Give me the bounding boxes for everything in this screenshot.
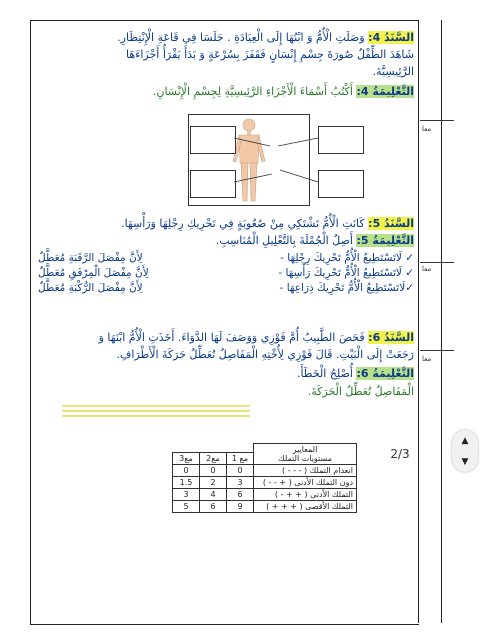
margin-tick [420,350,454,361]
page-nav-control [452,430,478,472]
section-4-text [38,30,414,45]
margin-tick [420,120,454,131]
task-6-text: أُصْلِحُ الْخَطَأَ. [296,367,353,380]
section-4-line1: وَصَلَتِ الْأُمُّ وَ ابْنُهَا إِلَى الْعِيَادَةِ . جَلَسَا فِي قَاعَةِ الْإِنْتِظَارِ. [117,31,365,44]
task-6-tag: التَّعْلِيمَةُ 6: [356,367,414,380]
task-5 [38,233,414,248]
task-6 [38,366,414,381]
table-row: التملك الأقصى ( + + + ) 9 6 5 [173,500,357,512]
matching-row[interactable] [38,266,414,281]
section-6-text [38,330,414,345]
matching-reason: لِأَنَّ مِفْصَلَ الرَّقَبَةِ مُعَطَّلٌ [38,252,143,264]
header-levels: المعايير مستويات التملك [254,444,357,465]
margin-mark: معا [422,125,432,133]
section-4-line2: شَاهَدَ الطِّفْلُ صُورَةَ جِسْمِ إِنْسَانٍ فَقَفَزَ بِسُرْعَةٍ وَ بَدَأَ يَقْرَأُ أَجْزَاءَهَا [126,48,414,61]
matching-sentence: ✓ لَاتَسْتَطِيعُ الْأُمُّ تَحْرِيكَ رِجْلِهَا - [280,252,414,264]
matching-row[interactable] [38,251,414,266]
table-row: التملك الأدنى ( + + - ) 6 4 3 [173,488,357,500]
section-6-line1: فَحَصَ الطَّبِيبُ أُمَّ فَوْزِي وَوَصَفَ لَهَا الدَّوَاءَ. أَخَذَتِ الْأُمُّ ابْنَهَا وَ [98,331,365,344]
task-4 [38,84,414,99]
section-5-text [38,216,414,231]
section-5-line1: كَانَتِ الْأُمُّ تَشْتَكِي مِنْ صُعُوبَةٍ فِي تَحْرِيكِ رِجْلِهَا وَرَأْسِهَا. [121,217,365,230]
margin-mark: معا [422,265,432,273]
col-header: مع2 [200,452,227,464]
table-row: دون التملك الأدنى ( + - - ) 3 2 1.5 [173,476,357,488]
col-header: مع3 [173,452,200,464]
matching-sentence: ✓ لَاتَسْتَطِيعُ الْأُمُّ تَحْرِيكَ رَأْسِهَا - [278,267,414,279]
matching-list [38,251,414,296]
task-4-tag: التَّعْلِيمَةُ 4: [356,85,414,98]
section-6-tag: السَّنَدُ 6: [368,331,414,344]
section-4-tag: السَّنَدُ 4: [368,31,414,44]
task-5-tag: التَّعْلِيمَةُ 5: [356,234,414,247]
col-header: مع 1 [227,452,254,464]
chevron-down-icon[interactable]: ▼ [461,456,469,467]
evaluation-table [172,443,357,513]
matching-reason: لِأَنَّ مِفْصَلَ الرُّكْبَةِ مُعَطَّلٌ [38,282,143,294]
table-row: انعدام التملك ( - - - ) 0 0 0 [173,464,357,476]
task-6-sentence: الْمَفَاصِلُ تُعَطِّلُ الْحَرَكَةَ. [307,385,414,398]
section-5-tag: السَّنَدُ 5: [368,217,414,230]
pointer-arrows [180,110,380,210]
margin-tick [420,262,454,273]
section-6-line2: رَجَعَتْ إِلَى الْبَيْتِ. قَالَ فَوْزِي لِأُخْتِهِ الْمَفَاصِلُ تُعَطِّلُ حَرَكَةَ الْأَطْرَافِ. [116,348,414,361]
margin-mark: معا [422,355,432,363]
score-margin-column [418,20,442,623]
matching-row[interactable] [38,281,414,296]
task-5-text: أَصِلُ الْجُمْلَةَ بِالتَّعْلِيلِ الْمُنَاسِبِ. [215,234,353,247]
matching-sentence: ✓لَاتَسْتَطِيعُ الْأُمُّ تَحْرِيكَ ذِرَاعِهَا - [279,282,414,294]
page-indicator: 2/3 [390,447,410,461]
chevron-up-icon[interactable]: ▲ [461,435,469,446]
section-4-line3: الرَّئِيسِيَّةَ. [372,65,414,78]
task-4-text: أَكْتُبُ أَسْمَاءَ الْأَجْزَاءِ الرَّئِيسِيَّةِ لِجِسْمِ الْإِنْسَانِ. [152,85,353,98]
answer-lines[interactable] [62,405,250,420]
matching-reason: لِأَنَّ مِفْصَلَ الْمِرْفَقِ مُعَطَّلٌ [38,267,149,279]
